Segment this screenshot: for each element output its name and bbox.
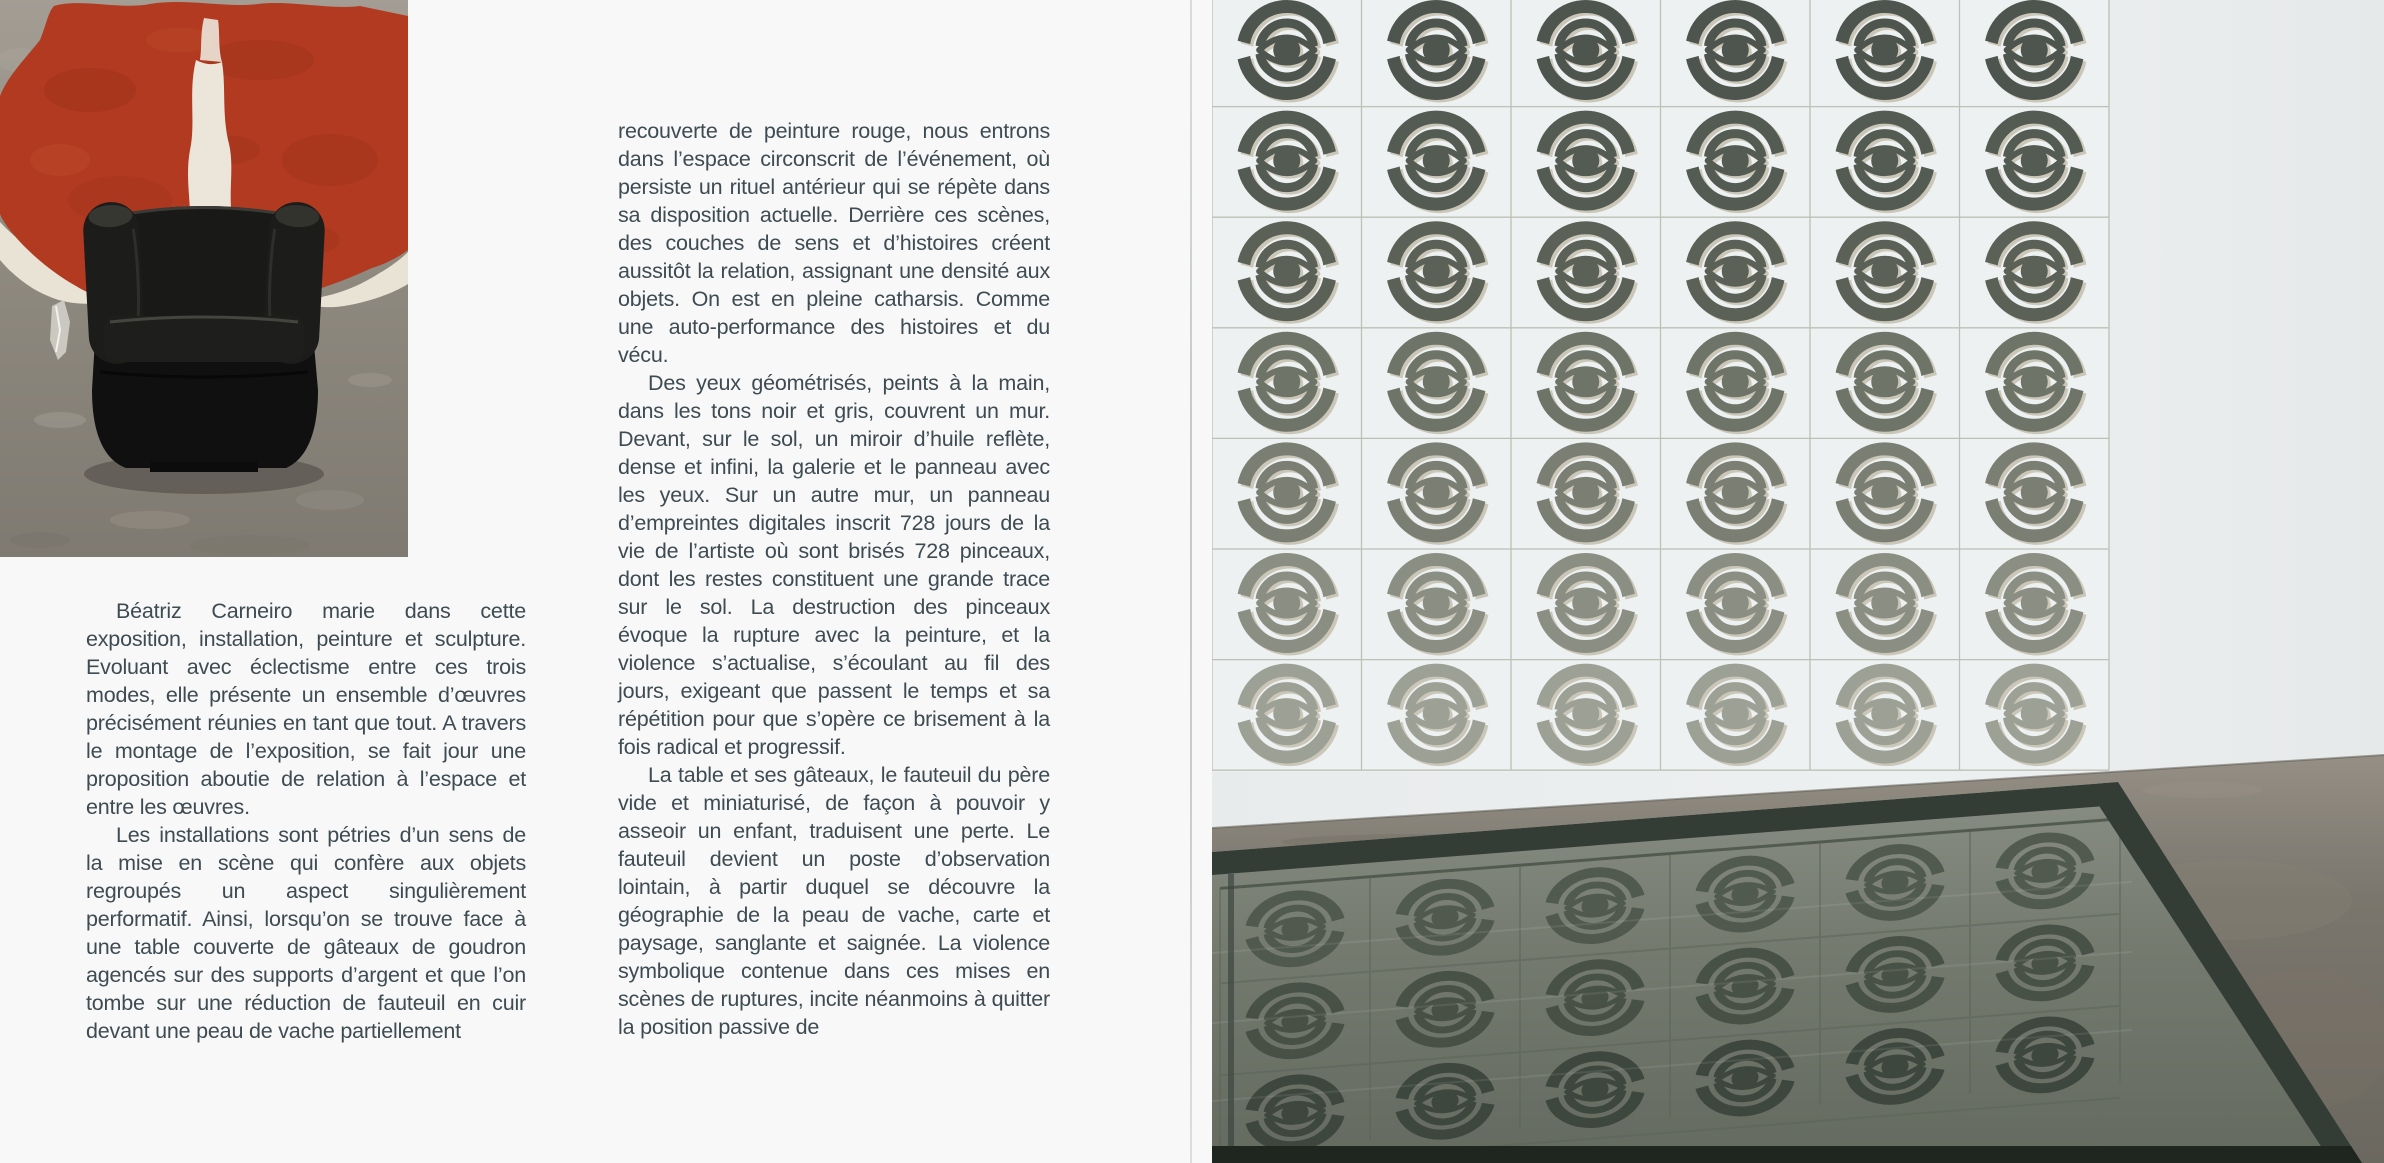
eye-wall-photo [1212,0,2384,1163]
paragraph: recouverte de peinture rouge, nous entrons dans l’espace circonscrit de l’événement, où persiste un rituel antérieur qui se répète dans sa disposition actuelle. Derrière ces scènes, des couches de sens et d’histoires créent aussitôt la relation, assignant une densité aux objets. On est en pleine catharsis. Comme une auto-performance des histoires et du vécu. [618,119,1050,367]
eye-tile [1841,228,1928,315]
left-page [0,0,1190,1163]
eye-tile [1542,338,1629,425]
eye-tile [1243,117,1330,204]
eye-tile [1542,449,1629,536]
eye-tile [1991,449,2078,536]
eye-tile [1393,7,1480,94]
eye-tile [1692,228,1779,315]
eye-tile [1692,560,1779,647]
mirror-bottom-band [1212,1146,2384,1163]
eye-tile [1692,449,1779,536]
armchair-photo [0,0,408,557]
eye-tile [1393,449,1480,536]
chair-bottom-shadow [150,462,258,472]
eye-tile [1692,338,1779,425]
eye-tile [1542,670,1629,757]
eye-tile [1991,338,2078,425]
paragraph: Les installations sont pétries d’un sens de la mise en scène qui confère aux objets regroupés un aspect singulièrement performatif. Ainsi, lorsqu’on se trouve face à une table couverte de gâteaux de goudron agencés sur des supports d’argent et que l’on tombe sur une réduction de fauteuil en cuir devant une peau de vache partiellement [86,823,526,1043]
text-column-1 [86,597,526,1045]
chair-seat-cushion [104,316,304,362]
eye-tile [1991,117,2078,204]
eye-tile [1243,449,1330,536]
eye-tile [1542,7,1629,94]
eye-tile [1991,228,2078,315]
right-page [1192,0,2384,1163]
eye-tile [1841,670,1928,757]
eye-tile [1841,117,1928,204]
eye-tile [1991,560,2078,647]
eye-tile [1542,228,1629,315]
eye-tile [1393,670,1480,757]
text-column-2 [618,117,1050,1041]
paragraph: Béatriz Carneiro marie dans cette exposition, installation, peinture et sculpture. Evoluant avec éclectisme entre ces trois modes, elle présente un ensemble d’œuvres précisément réunies en tant que tout. A travers le montage de l’exposition, se fait jour une proposition aboutie de relation à l’espace et entre les œuvres. [86,599,526,819]
eye-tile [1841,560,1928,647]
eye-tile [1692,117,1779,204]
eye-tile [1243,670,1330,757]
eye-tile [1393,117,1480,204]
leather-armchair [82,201,326,472]
eye-tile [1393,560,1480,647]
eye-tile [1243,7,1330,94]
eye-tile [1542,560,1629,647]
eye-tile [1692,7,1779,94]
mirror-left-frame-line [1228,874,1234,1163]
eye-tile [1841,449,1928,536]
eye-tile [1393,228,1480,315]
eye-tile [1393,338,1480,425]
eye-tile [1243,560,1330,647]
paragraph: La table et ses gâteaux, le fauteuil du père vide et miniaturisé, de façon à pouvoir y asseoir un enfant, traduisent une perte. Le fauteuil devient un poste d’observation lointain, à partir duquel se découvre la géographie de la peau de vache, carte et paysage, sanglante et saignée. La violence symbolique contenue dans ces mises en scènes de ruptures, incite néanmoins à quitter la position passive de [618,763,1050,1039]
eye-tile [1692,670,1779,757]
eye-tile [1243,228,1330,315]
eye-tile [1841,7,1928,94]
eye-tile [1542,117,1629,204]
paragraph: Des yeux géométrisés, peints à la main, dans les tons noir et gris, couvrent un mur. Devant, sur le sol, un miroir d’huile reflète, dense et infini, la galerie et le panneau avec les yeux. Sur un autre mur, un panneau d’empreintes digitales inscrit 728 jours de la vie de l’artiste où sont brisés 728 pinceaux, dont les restes constituent une grande trace sur le sol. La destruction des pinceaux évoque la rupture avec la peinture, et la violence s’actualise, s’écoulant au fil des jours, exigeant que passent le temps et sa répétition pour que s’opère ce brisement à la fois radical et progressif. [618,371,1050,759]
eye-tile [1243,338,1330,425]
eye-tile [1991,7,2078,94]
eye-tile [1841,338,1928,425]
eye-tile [1991,670,2078,757]
